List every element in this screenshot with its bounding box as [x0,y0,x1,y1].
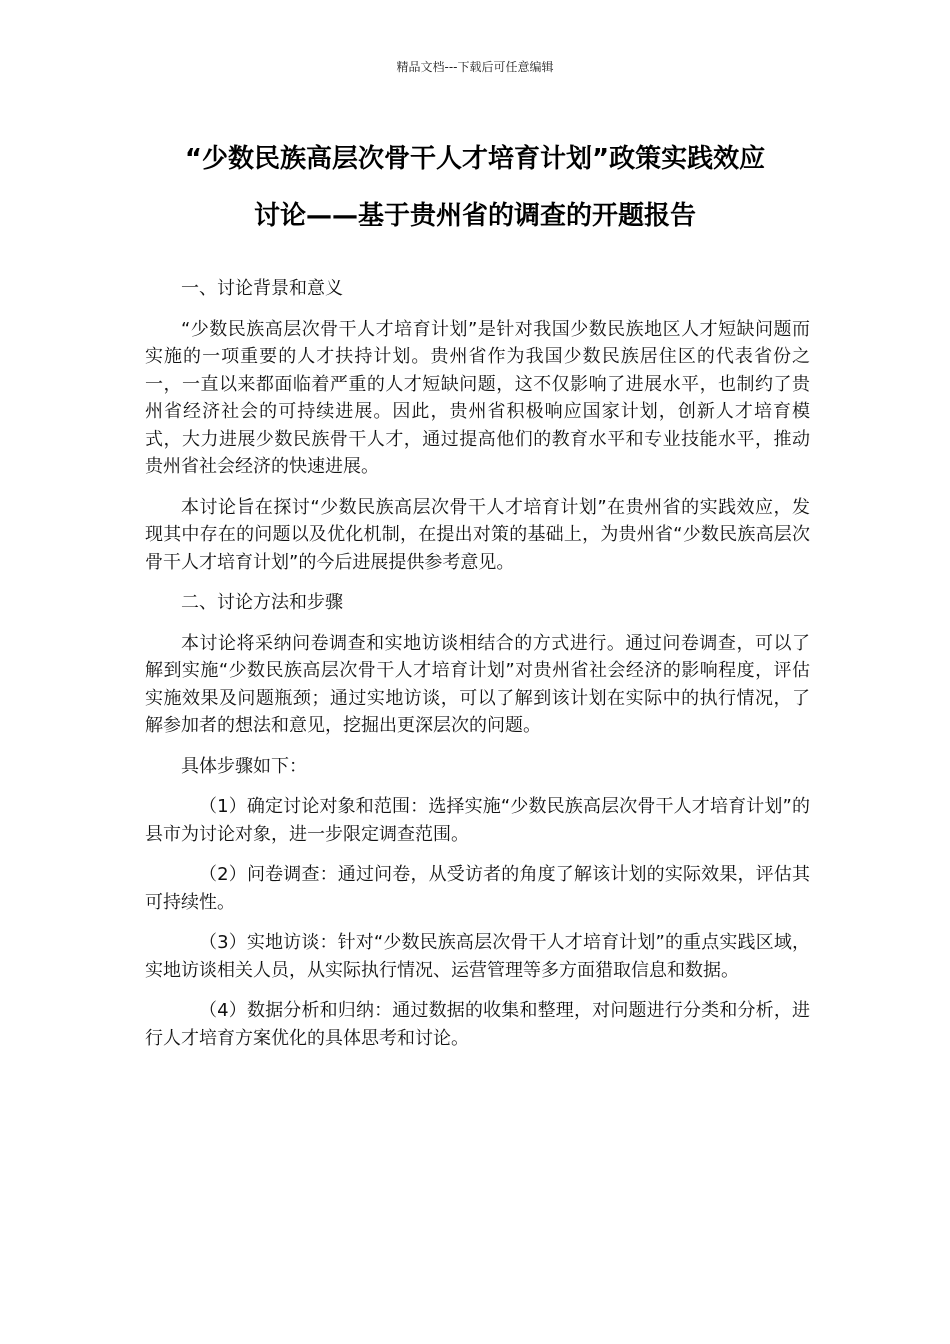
section2-heading: 二、讨论方法和步骤 [181,592,343,613]
document-body [145,275,810,1052]
section2-paragraph1: 本讨论将采纳问卷调查和实地访谈相结合的方式进行。通过问卷调查，可以了解到实施“少数民族高层次骨干人才培育计划”对贵州省社会经济的影响程度，评估实施效果及问题瓶颈；通过实地访谈，可以了解到该计划在实际中的执行情况，了解参加者的想法和意见，挖掘出更深层次的问题。 [145,632,810,736]
step-item-3: （3）实地访谈：针对“少数民族高层次骨干人才培育计划”的重点实践区域，实地访谈相关人员，从实际执行情况、运营管理等多方面猎取信息和数据。 [145,932,810,981]
header-note: 精品文档---下载后可任意编辑 [396,60,554,74]
section1-paragraph2: 本讨论旨在探讨“少数民族高层次骨干人才培育计划”在贵州省的实践效应，发现其中存在的问题以及优化机制，在提出对策的基础上，为贵州省“少数民族高层次骨干人才培育计划”的今后进展提供参考意见。 [145,496,810,573]
document-title-line2: 讨论——基于贵州省的调查的开题报告 [253,201,696,231]
step-item-1: （1）确定讨论对象和范围：选择实施“少数民族高层次骨干人才培育计划”的县市为讨论对象，进一步限定调查范围。 [145,796,810,845]
step-item-2: （2）问卷调查：通过问卷，从受访者的角度了解该计划的实际效果，评估其可持续性。 [145,864,810,913]
step-item-4: （4）数据分析和归纳：通过数据的收集和整理，对问题进行分类和分析，进行人才培育方案优化的具体思考和讨论。 [145,1000,810,1049]
document-title-line1: “少数民族高层次骨干人才培育计划”政策实践效应 [184,144,766,174]
section1-heading: 一、讨论背景和意义 [181,278,343,299]
section1-paragraph1: “少数民族高层次骨干人才培育计划”是针对我国少数民族地区人才短缺问题而实施的一项重要的人才扶持计划。贵州省作为我国少数民族居住区的代表省份之一，一直以来都面临着严重的人才短缺问题，这不仅影响了进展水平，也制约了贵州省经济社会的可持续进展。因此，贵州省积极响应国家计划，创新人才培育模式，大力进展少数民族骨干人才，通过提高他们的教育水平和专业技能水平，推动贵州省社会经济的快速进展。 [145,318,810,477]
steps-intro: 具体步骤如下： [181,755,307,777]
